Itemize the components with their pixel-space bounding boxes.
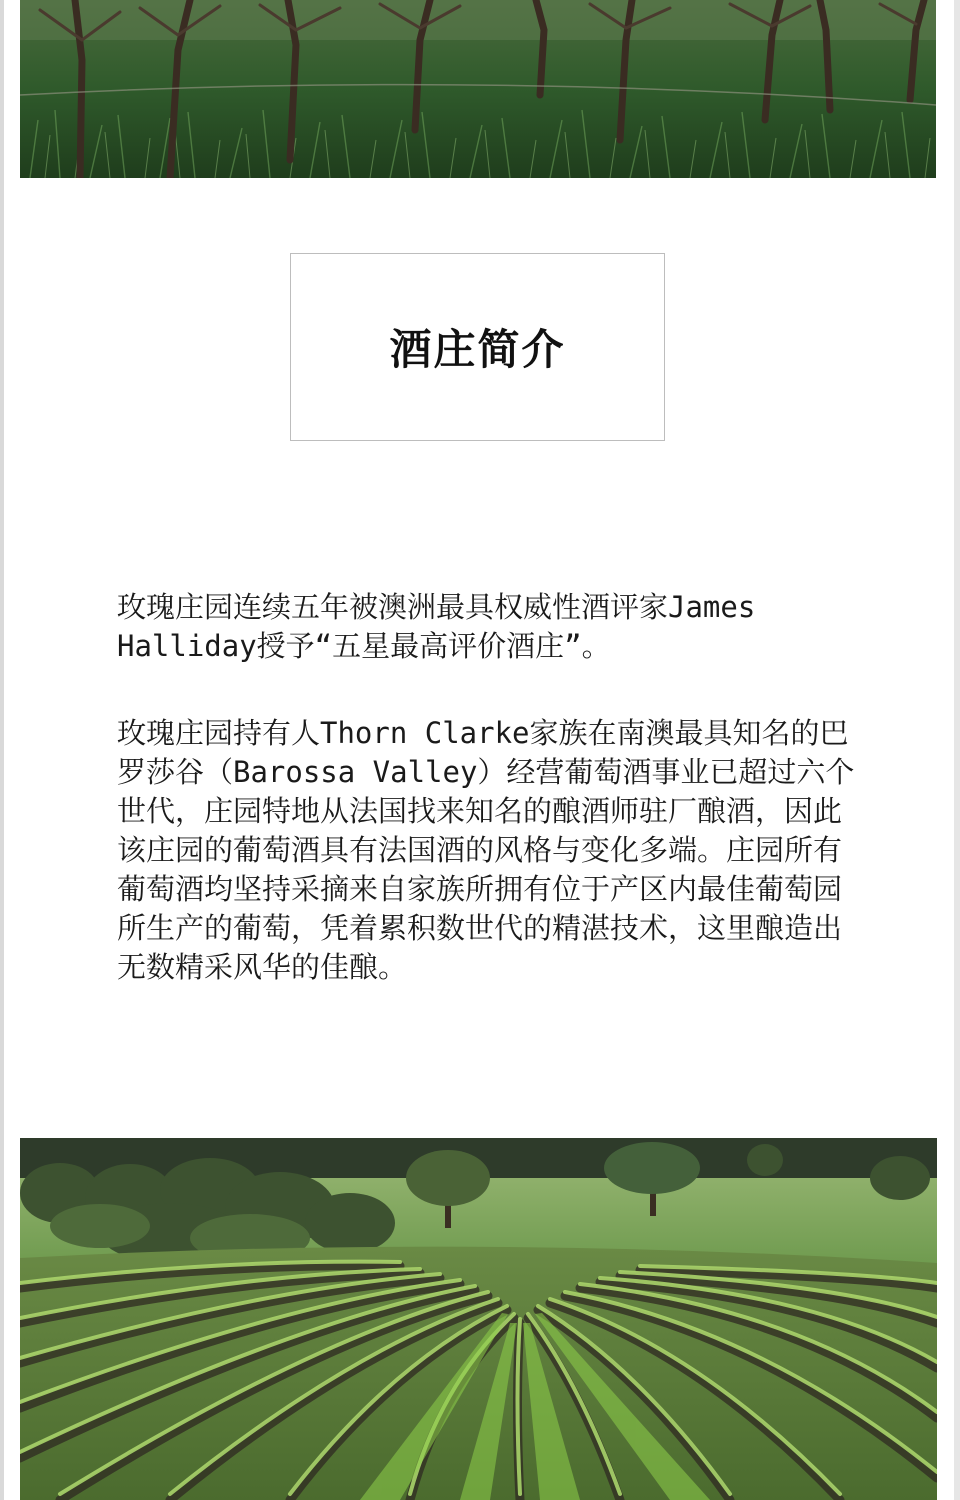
vineyard-top-photo [20, 0, 936, 178]
page-edge-right [954, 0, 960, 1500]
winery-intro [117, 588, 857, 987]
section-title-box [290, 253, 665, 441]
section-title: 酒庄简介 [389, 325, 566, 374]
page-edge-left [0, 0, 4, 1500]
vineyard-bottom-photo [20, 1138, 937, 1500]
intro-paragraph-2: 玫瑰庄园持有人Thorn Clarke家族在南澳最具知名的巴罗莎谷（Barossa Valley）经营葡萄酒事业已超过六个世代，庄园特地从法国找来知名的酿酒师驻厂酿酒，因此该庄园的葡萄酒具有法国酒的风格与变化多端。庄园所有葡萄酒均坚持采摘来自家族所拥有位于产区内最佳葡萄园所生产的葡萄，凭着累积数世代的精湛技术，这里酿造出无数精采风华的佳酿。 [117, 716, 855, 984]
intro-paragraph-1: 玫瑰庄园连续五年被澳洲最具权威性酒评家James Halliday授予“五星最高评价酒庄”。 [117, 590, 756, 663]
